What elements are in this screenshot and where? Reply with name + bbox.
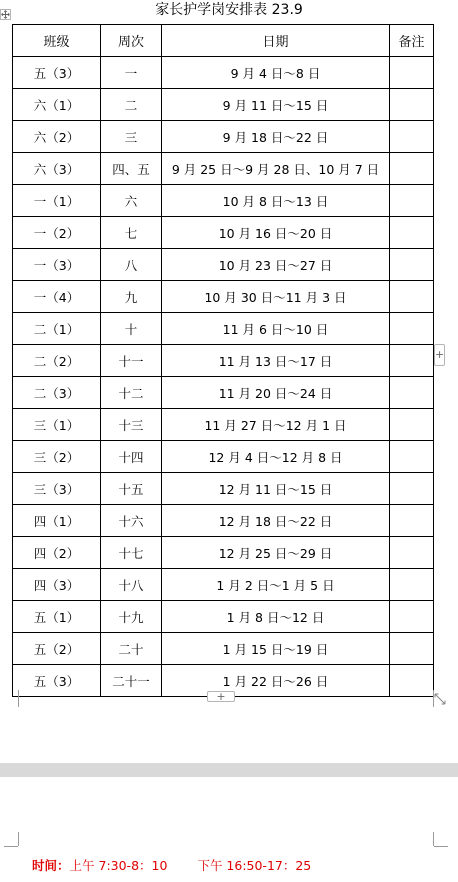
header-class: 班级 [13, 25, 101, 57]
cell-week: 十九 [101, 601, 162, 633]
table-row [13, 57, 434, 89]
crop-mark-bottom-right-v [433, 690, 434, 707]
morning-time: 上午 7:30-8：10 [69, 858, 168, 873]
cell-week: 十八 [101, 569, 162, 601]
cell-note [390, 249, 434, 281]
cell-note [390, 153, 434, 185]
cell-week: 七 [101, 217, 162, 249]
crop-mark-top-left-h [4, 846, 18, 847]
cell-date: 1 月 8 日～12 日 [162, 601, 390, 633]
document-title: 家长护学岗安排表 23.9 [155, 2, 303, 18]
cell-week: 三 [101, 121, 162, 153]
cell-class: 五（3） [13, 665, 101, 697]
cell-date: 10 月 23 日～27 日 [162, 249, 390, 281]
cell-note [390, 121, 434, 153]
cell-class: 三（1） [13, 409, 101, 441]
cell-class: 一（1） [13, 185, 101, 217]
add-row-button[interactable]: + [207, 691, 235, 702]
cell-week: 二十一 [101, 665, 162, 697]
cell-class: 四（1） [13, 505, 101, 537]
table-row [13, 153, 434, 185]
cell-date: 9 月 25 日～9 月 28 日、10 月 7 日 [162, 153, 390, 185]
crop-mark-bottom-left-v [18, 690, 19, 707]
crop-mark-top-left-v [18, 832, 19, 846]
cell-note [390, 633, 434, 665]
table-row [13, 537, 434, 569]
cell-note [390, 313, 434, 345]
cell-week: 十六 [101, 505, 162, 537]
cell-date: 11 月 13 日～17 日 [162, 345, 390, 377]
cell-date: 12 月 25 日～29 日 [162, 537, 390, 569]
schedule-table [12, 24, 434, 697]
crop-mark-top-right-h [434, 846, 448, 847]
table-row [13, 633, 434, 665]
cell-class: 六（3） [13, 153, 101, 185]
cell-date: 1 月 2 日～1 月 5 日 [162, 569, 390, 601]
cell-note [390, 185, 434, 217]
table-header-row [13, 25, 434, 57]
page-break-gap [0, 763, 458, 777]
cell-class: 三（2） [13, 441, 101, 473]
cell-class: 四（2） [13, 537, 101, 569]
cell-note [390, 505, 434, 537]
table-body [13, 57, 434, 697]
cell-date: 11 月 27 日～12 月 1 日 [162, 409, 390, 441]
cell-class: 六（1） [13, 89, 101, 121]
cell-date: 11 月 6 日～10 日 [162, 313, 390, 345]
cell-date: 9 月 11 日～15 日 [162, 89, 390, 121]
cell-class: 三（3） [13, 473, 101, 505]
cell-date: 10 月 16 日～20 日 [162, 217, 390, 249]
cell-class: 一（4） [13, 281, 101, 313]
cell-note [390, 473, 434, 505]
cell-date: 12 月 11 日～15 日 [162, 473, 390, 505]
cell-date: 9 月 4 日～8 日 [162, 57, 390, 89]
time-label: 时间： [32, 858, 70, 873]
cell-note [390, 281, 434, 313]
cell-class: 二（1） [13, 313, 101, 345]
add-column-button[interactable]: + [434, 344, 445, 366]
cell-date: 1 月 15 日～19 日 [162, 633, 390, 665]
cell-class: 一（2） [13, 217, 101, 249]
cell-note [390, 601, 434, 633]
cell-note [390, 569, 434, 601]
table-row [13, 601, 434, 633]
time-note [32, 856, 311, 874]
table-row [13, 505, 434, 537]
table-row [13, 441, 434, 473]
header-date: 日期 [162, 25, 390, 57]
cell-note [390, 665, 434, 697]
table-row [13, 121, 434, 153]
cell-class: 六（2） [13, 121, 101, 153]
cell-note [390, 537, 434, 569]
cell-week: 十一 [101, 345, 162, 377]
cell-note [390, 89, 434, 121]
cell-class: 五（1） [13, 601, 101, 633]
cell-note [390, 441, 434, 473]
cell-class: 二（2） [13, 345, 101, 377]
cell-week: 十七 [101, 537, 162, 569]
afternoon-time: 下午 16:50-17：25 [197, 858, 312, 873]
table-row [13, 345, 434, 377]
table-row [13, 473, 434, 505]
cell-week: 十三 [101, 409, 162, 441]
cell-date: 10 月 30 日～11 月 3 日 [162, 281, 390, 313]
cell-class: 五（3） [13, 57, 101, 89]
table-row [13, 249, 434, 281]
header-week: 周次 [101, 25, 162, 57]
cell-note [390, 345, 434, 377]
cell-week: 十二 [101, 377, 162, 409]
table-row [13, 377, 434, 409]
cell-note [390, 377, 434, 409]
table-row [13, 313, 434, 345]
cell-date: 12 月 18 日～22 日 [162, 505, 390, 537]
cell-week: 二 [101, 89, 162, 121]
cell-week: 十 [101, 313, 162, 345]
cell-week: 九 [101, 281, 162, 313]
table-row [13, 281, 434, 313]
cell-note [390, 217, 434, 249]
cell-class: 二（3） [13, 377, 101, 409]
cell-week: 十五 [101, 473, 162, 505]
cell-week: 十四 [101, 441, 162, 473]
cell-date: 10 月 8 日～13 日 [162, 185, 390, 217]
cell-note [390, 409, 434, 441]
header-note: 备注 [390, 25, 434, 57]
table-row [13, 185, 434, 217]
cell-date: 1 月 22 日～26 日 [162, 665, 390, 697]
table-row [13, 409, 434, 441]
cell-week: 六 [101, 185, 162, 217]
cell-class: 四（3） [13, 569, 101, 601]
table-row [13, 569, 434, 601]
cell-date: 12 月 4 日～12 月 8 日 [162, 441, 390, 473]
cell-week: 八 [101, 249, 162, 281]
cell-note [390, 57, 434, 89]
cell-class: 一（3） [13, 249, 101, 281]
table-row [13, 89, 434, 121]
cell-class: 五（2） [13, 633, 101, 665]
cell-date: 9 月 18 日～22 日 [162, 121, 390, 153]
cell-week: 一 [101, 57, 162, 89]
crop-mark-top-right-v [433, 832, 434, 846]
cell-date: 11 月 20 日～24 日 [162, 377, 390, 409]
cell-week: 四、五 [101, 153, 162, 185]
cell-week: 二十 [101, 633, 162, 665]
table-row [13, 217, 434, 249]
table-resize-icon[interactable] [434, 690, 446, 702]
